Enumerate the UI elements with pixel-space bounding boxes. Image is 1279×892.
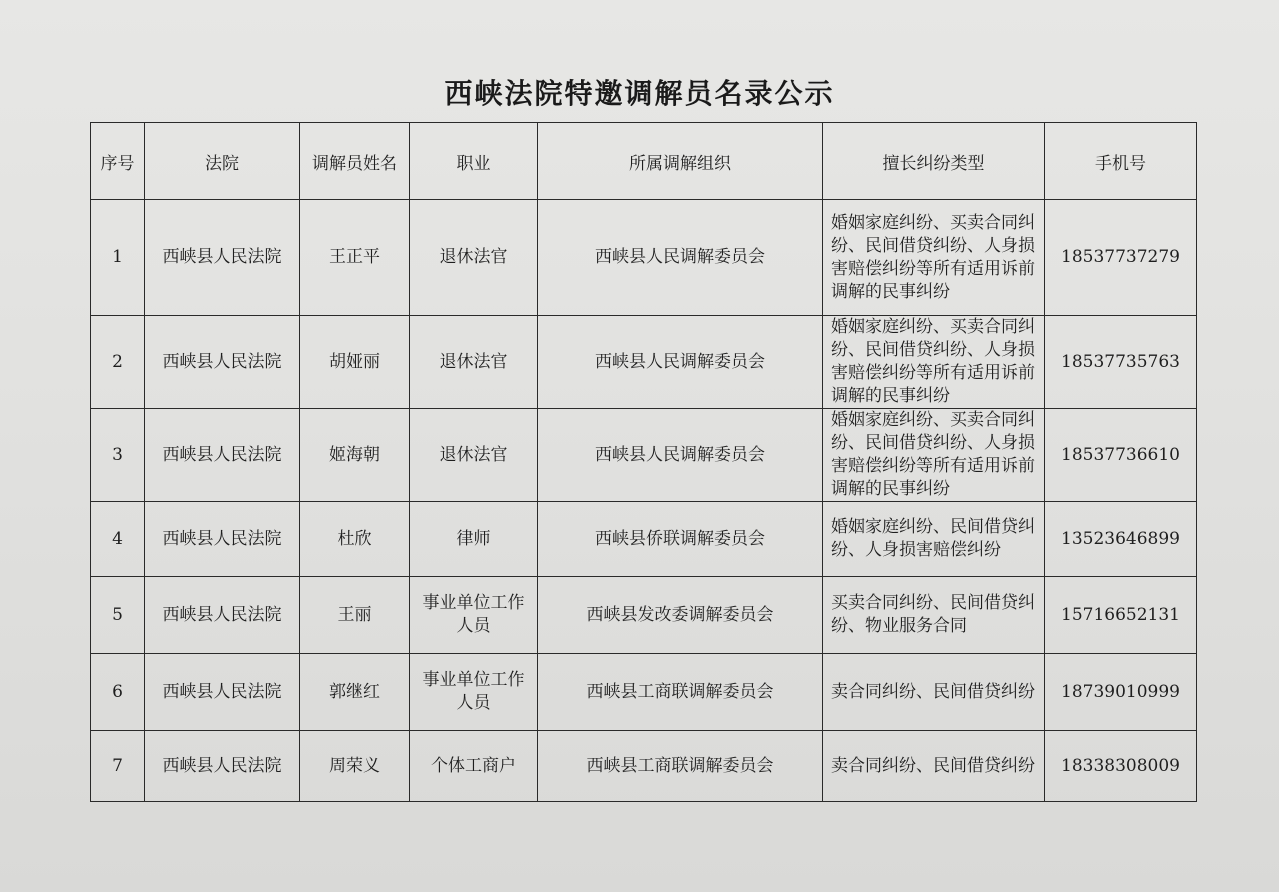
cell-occupation: 退休法官	[410, 200, 538, 316]
table-row	[91, 731, 1197, 802]
cell-occupation: 事业单位工作人员	[410, 577, 538, 654]
cell-phone: 15716652131	[1045, 577, 1197, 654]
cell-name: 杜欣	[300, 502, 410, 577]
cell-org: 西峡县人民调解委员会	[538, 316, 823, 409]
header-row	[91, 123, 1197, 200]
cell-name: 胡娅丽	[300, 316, 410, 409]
table-row	[91, 316, 1197, 409]
header-phone: 手机号	[1045, 123, 1197, 200]
cell-court: 西峡县人民法院	[145, 200, 300, 316]
cell-occupation: 退休法官	[410, 409, 538, 502]
cell-phone: 18739010999	[1045, 654, 1197, 731]
mediator-table	[90, 122, 1197, 802]
cell-types: 买卖合同纠纷、民间借贷纠纷、物业服务合同	[823, 577, 1045, 654]
cell-court: 西峡县人民法院	[145, 502, 300, 577]
cell-org: 西峡县侨联调解委员会	[538, 502, 823, 577]
cell-org: 西峡县人民调解委员会	[538, 200, 823, 316]
cell-types: 婚姻家庭纠纷、买卖合同纠纷、民间借贷纠纷、人身损害赔偿纠纷等所有适用诉前调解的民事纠纷	[823, 409, 1045, 502]
cell-court: 西峡县人民法院	[145, 731, 300, 802]
header-index: 序号	[91, 123, 145, 200]
cell-name: 王丽	[300, 577, 410, 654]
cell-index: 3	[91, 409, 145, 502]
cell-phone: 18537737279	[1045, 200, 1197, 316]
cell-index: 1	[91, 200, 145, 316]
table-row	[91, 577, 1197, 654]
cell-phone: 18338308009	[1045, 731, 1197, 802]
cell-org: 西峡县工商联调解委员会	[538, 654, 823, 731]
cell-types: 婚姻家庭纠纷、买卖合同纠纷、民间借贷纠纷、人身损害赔偿纠纷等所有适用诉前调解的民事纠纷	[823, 200, 1045, 316]
cell-occupation: 事业单位工作人员	[410, 654, 538, 731]
table-row	[91, 200, 1197, 316]
header-types: 擅长纠纷类型	[823, 123, 1045, 200]
cell-types: 卖合同纠纷、民间借贷纠纷	[823, 731, 1045, 802]
table-row	[91, 654, 1197, 731]
cell-occupation: 律师	[410, 502, 538, 577]
cell-name: 郭继红	[300, 654, 410, 731]
table-row	[91, 502, 1197, 577]
cell-court: 西峡县人民法院	[145, 409, 300, 502]
cell-index: 5	[91, 577, 145, 654]
cell-org: 西峡县人民调解委员会	[538, 409, 823, 502]
cell-index: 7	[91, 731, 145, 802]
table-row	[91, 409, 1197, 502]
cell-name: 王正平	[300, 200, 410, 316]
cell-name: 姬海朝	[300, 409, 410, 502]
cell-index: 2	[91, 316, 145, 409]
header-court: 法院	[145, 123, 300, 200]
cell-types: 卖合同纠纷、民间借贷纠纷	[823, 654, 1045, 731]
cell-org: 西峡县发改委调解委员会	[538, 577, 823, 654]
header-org: 所属调解组织	[538, 123, 823, 200]
cell-court: 西峡县人民法院	[145, 316, 300, 409]
cell-types: 婚姻家庭纠纷、民间借贷纠纷、人身损害赔偿纠纷	[823, 502, 1045, 577]
header-occupation: 职业	[410, 123, 538, 200]
cell-phone: 18537736610	[1045, 409, 1197, 502]
header-name: 调解员姓名	[300, 123, 410, 200]
cell-phone: 18537735763	[1045, 316, 1197, 409]
cell-index: 6	[91, 654, 145, 731]
cell-index: 4	[91, 502, 145, 577]
cell-org: 西峡县工商联调解委员会	[538, 731, 823, 802]
cell-phone: 13523646899	[1045, 502, 1197, 577]
cell-court: 西峡县人民法院	[145, 577, 300, 654]
cell-occupation: 退休法官	[410, 316, 538, 409]
cell-name: 周荣义	[300, 731, 410, 802]
cell-occupation: 个体工商户	[410, 731, 538, 802]
cell-court: 西峡县人民法院	[145, 654, 300, 731]
page-title: 西峡法院特邀调解员名录公示	[444, 77, 835, 110]
cell-types: 婚姻家庭纠纷、买卖合同纠纷、民间借贷纠纷、人身损害赔偿纠纷等所有适用诉前调解的民事纠纷	[823, 316, 1045, 409]
